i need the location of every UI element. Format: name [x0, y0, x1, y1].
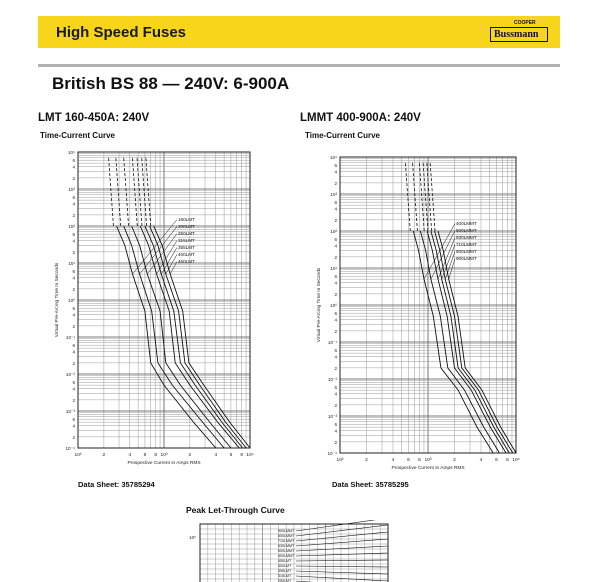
- legend-leader: [147, 234, 177, 275]
- y-tick-label: 10¹: [68, 261, 75, 266]
- y-tick-label: 2: [72, 434, 75, 440]
- y-tick-label: 2: [72, 397, 75, 403]
- y-tick-label: 6: [72, 269, 75, 275]
- y-tick-label: 10³: [68, 187, 75, 192]
- x-tick-label: 4: [214, 453, 218, 458]
- y-tick-label: 10⁵: [189, 535, 196, 540]
- y-tick-label: 4: [72, 201, 75, 207]
- y-tick-label: 6: [72, 343, 75, 349]
- y-tick-label: 10⁻³: [65, 409, 75, 414]
- left-time-current-chart: [40, 140, 258, 472]
- x-tick-label: 4: [479, 458, 483, 463]
- left-section-subtitle: Time-Current Curve: [40, 131, 115, 140]
- y-tick-label: 2: [72, 175, 75, 181]
- y-tick-label: 10²: [330, 229, 337, 234]
- legend-label: 800LMMT: [456, 249, 477, 254]
- y-axis-label: Virtual Pre-Arcing Time In Seconds: [317, 267, 322, 343]
- y-tick-label: 4: [334, 317, 337, 323]
- legend-label: 710LMMT: [278, 539, 295, 543]
- page-title: British BS 88 — 240V: 6-900A: [52, 74, 290, 93]
- x-tick-label: 6: [229, 453, 233, 458]
- y-tick-label: 10⁰: [330, 303, 337, 308]
- y-tick-label: 10⁻²: [65, 372, 75, 377]
- x-tick-label: 10⁴: [512, 458, 520, 463]
- right-time-current-chart: [302, 145, 524, 475]
- y-tick-label: 6: [334, 311, 337, 317]
- x-tick-label: 4: [391, 458, 395, 463]
- x-tick-label: 2: [365, 458, 368, 463]
- x-tick-label: 8: [418, 458, 421, 463]
- y-tick-label: 10⁴: [329, 155, 337, 160]
- y-tick-label: 2: [334, 365, 337, 371]
- y-tick-label: 2: [334, 439, 337, 445]
- x-tick-label: 4: [128, 453, 132, 458]
- y-tick-label: 6: [72, 417, 75, 423]
- legend-label: 800LMMT: [278, 534, 295, 538]
- legend-leader: [424, 224, 455, 280]
- y-tick-label: 4: [334, 391, 337, 397]
- y-tick-label: 6: [334, 348, 337, 354]
- y-tick-label: 4: [72, 275, 75, 281]
- left-section-title: LMT 160-450A: 240V: [38, 112, 150, 124]
- x-tick-label: 2: [453, 458, 456, 463]
- legend-label: 315LMT: [178, 238, 195, 243]
- x-tick-label: 10²: [74, 453, 82, 458]
- y-tick-label: 4: [72, 423, 75, 429]
- y-tick-label: 10¹: [330, 266, 337, 271]
- y-tick-label: 10⁻¹: [327, 340, 337, 345]
- y-tick-label: 10³: [330, 192, 337, 197]
- logo-bussmann-text: Bussmann: [494, 29, 539, 40]
- y-tick-label: 2: [334, 402, 337, 408]
- legend-label: 250LMT: [178, 231, 195, 236]
- y-tick-label: 2: [334, 328, 337, 334]
- y-tick-label: 6: [334, 237, 337, 243]
- y-tick-label: 6: [334, 422, 337, 428]
- y-tick-label: 4: [334, 354, 337, 360]
- legend-label: 900LMMT: [278, 529, 295, 533]
- y-tick-label: 4: [334, 280, 337, 286]
- x-tick-label: 6: [495, 458, 498, 463]
- legend-label: 200LMT: [178, 224, 195, 229]
- legend-label: 710LMMT: [456, 242, 477, 247]
- x-tick-label: 2: [102, 453, 106, 458]
- y-tick-label: 6: [334, 200, 337, 206]
- legend-label: 315LMT: [278, 574, 292, 578]
- legend-leader: [140, 227, 177, 275]
- legend-label: 450LMT: [278, 559, 292, 563]
- y-tick-label: 10⁻¹: [65, 335, 75, 340]
- y-tick-label: 4: [72, 312, 75, 318]
- y-tick-label: 10⁻²: [327, 377, 337, 382]
- bussmann-logo: [490, 20, 550, 44]
- legend-label: 450LMT: [178, 259, 195, 264]
- y-tick-label: 10⁴: [67, 150, 75, 155]
- header-banner: [38, 16, 560, 48]
- y-tick-label: 6: [334, 163, 337, 169]
- legend-label: 400LMMT: [278, 554, 295, 558]
- legend-label: 500LMMT: [278, 549, 295, 553]
- y-tick-label: 2: [72, 212, 75, 218]
- y-tick-label: 10⁻³: [327, 414, 337, 419]
- bottom-section-subtitle: Peak Let-Through Curve: [186, 505, 285, 515]
- x-tick-label: 8: [154, 453, 158, 458]
- peak-let-through-chart: [180, 520, 390, 582]
- y-tick-label: 2: [334, 217, 337, 223]
- x-tick-label: 10³: [424, 458, 432, 463]
- y-tick-label: 6: [72, 195, 75, 201]
- y-tick-label: 2: [72, 360, 75, 366]
- right-datasheet: Data Sheet: 35785295: [332, 480, 409, 489]
- y-tick-label: 6: [334, 385, 337, 391]
- y-tick-label: 4: [334, 169, 337, 175]
- right-section-subtitle: Time-Current Curve: [305, 131, 380, 140]
- y-tick-label: 6: [72, 306, 75, 312]
- x-tick-label: 10³: [160, 453, 168, 458]
- logo-cooper-text: COOPER: [514, 20, 536, 26]
- y-tick-label: 4: [334, 243, 337, 249]
- x-tick-label: 6: [143, 453, 147, 458]
- legend-label: 355LMT: [278, 569, 292, 573]
- x-tick-label: 6: [407, 458, 410, 463]
- y-tick-label: 2: [334, 254, 337, 260]
- legend-label: 400LMT: [278, 564, 292, 568]
- x-tick-label: 10²: [336, 458, 344, 463]
- legend-label: 400LMT: [178, 252, 195, 257]
- y-tick-label: 6: [72, 158, 75, 164]
- x-axis-label: Prospective Current In Amps RMS: [127, 461, 201, 466]
- y-tick-label: 2: [72, 286, 75, 292]
- y-tick-label: 6: [72, 380, 75, 386]
- y-tick-label: 4: [334, 206, 337, 212]
- legend-label: 500LMMT: [456, 228, 477, 233]
- y-axis-label: Virtual Pre-Arcing Time In Seconds: [55, 262, 60, 338]
- legend-leader: [431, 231, 455, 280]
- legend-label: 400LMMT: [456, 221, 477, 226]
- y-tick-label: 2: [72, 323, 75, 329]
- y-tick-label: 2: [334, 291, 337, 297]
- y-tick-label: 6: [334, 274, 337, 280]
- legend-label: 250LMT: [278, 579, 292, 582]
- header-title: High Speed Fuses: [56, 24, 187, 41]
- legend-label: 630LMMT: [456, 235, 477, 240]
- y-tick-label: 2: [334, 180, 337, 186]
- header-rule: [38, 64, 560, 67]
- logo-box: [490, 27, 548, 42]
- y-tick-label: 4: [72, 386, 75, 392]
- legend-label: 160LMT: [178, 217, 195, 222]
- right-section-title: LMMT 400-900A: 240V: [300, 112, 421, 124]
- x-axis-label: Prospective Current In Amps RMS: [391, 466, 465, 471]
- y-tick-label: 4: [72, 164, 75, 170]
- x-tick-label: 10⁴: [246, 453, 254, 458]
- legend-label: 355LMT: [178, 245, 195, 250]
- y-tick-label: 10⁰: [68, 298, 75, 303]
- y-tick-label: 4: [334, 428, 337, 434]
- y-tick-label: 10⁻⁴: [65, 446, 75, 451]
- x-tick-label: 8: [506, 458, 509, 463]
- y-tick-label: 2: [72, 249, 75, 255]
- legend-label: 900LMMT: [456, 256, 477, 261]
- y-tick-label: 4: [72, 238, 75, 244]
- x-tick-label: 8: [240, 453, 244, 458]
- y-tick-label: 6: [72, 232, 75, 238]
- left-datasheet: Data Sheet: 35785294: [78, 480, 155, 489]
- y-tick-label: 10⁻⁴: [327, 451, 337, 456]
- y-tick-label: 4: [72, 349, 75, 355]
- legend-label: 630LMMT: [278, 544, 295, 548]
- x-tick-label: 2: [188, 453, 192, 458]
- y-tick-label: 10²: [68, 224, 75, 229]
